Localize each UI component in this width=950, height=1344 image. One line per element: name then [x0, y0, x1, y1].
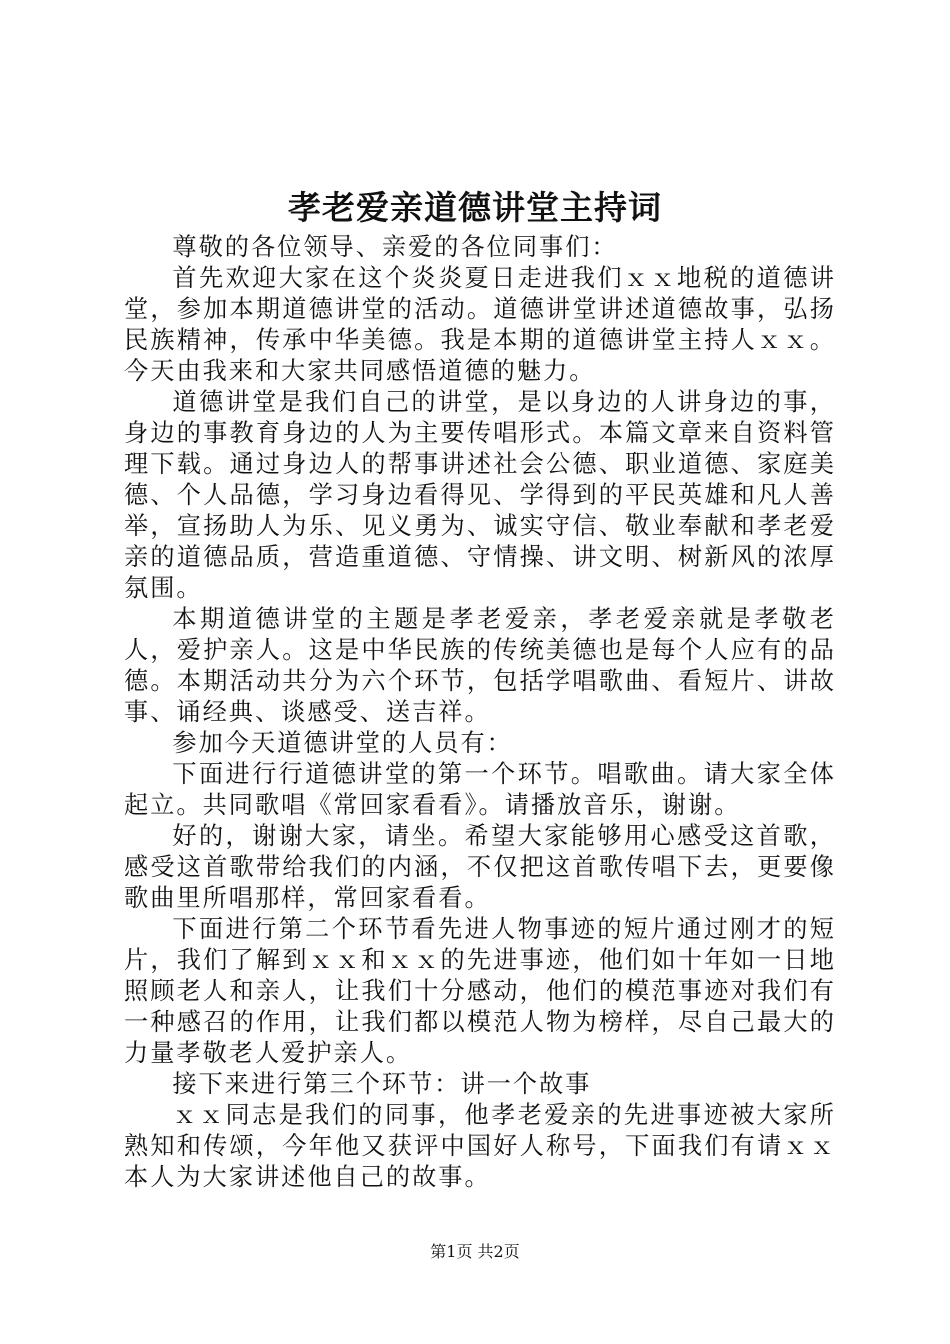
paragraph: 好的，谢谢大家，请坐。希望大家能够用心感受这首歌，感受这首歌带给我们的内涵，不仅把这首歌传唱下去，更要像歌曲里所唱那样，常回家看看。 [124, 822, 836, 912]
paragraph: ｘｘ同志是我们的同事，他孝老爱亲的先进事迹被大家所熟知和传颂，今年他又获评中国好人称号，下面我们有请ｘｘ本人为大家讲述他自己的故事。 [124, 1101, 836, 1191]
paragraph: 首先欢迎大家在这个炎炎夏日走进我们ｘｘ地税的道德讲堂，参加本期道德讲堂的活动。道德讲堂讲述道德故事，弘扬民族精神，传承中华美德。我是本期的道德讲堂主持人ｘｘ。今天由我来和大家共同感悟道德的魅力。 [124, 264, 836, 385]
paragraph: 参加今天道德讲堂的人员有： [172, 729, 513, 757]
paragraph: 道德讲堂是我们自己的讲堂，是以身边的人讲身边的事，身边的事教育身边的人为主要传唱形式。本篇文章来自资料管理下载。通过身边人的帮事讲述社会公德、职业道德、家庭美德、个人品德，学习身边看得见、学得到的平民英雄和凡人善举，宣扬助人为乐、见义勇为、诚实守信、敬业奉献和孝老爱亲的道德品质，营造重道德、守情操、讲文明、树新风的浓厚氛围。 [124, 388, 836, 602]
paragraph: 接下来进行第三个环节：讲一个故事 [172, 1070, 592, 1098]
paragraph: 下面进行第二个环节看先进人物事迹的短片通过刚才的短片，我们了解到ｘｘ和ｘｘ的先进事迹，他们如十年如一日地照顾老人和亲人，让我们十分感动，他们的模范事迹对我们有一种感召的作用，让我们都以模范人物为榜样，尽自己最大的力量孝敬老人爱护亲人。 [124, 915, 836, 1067]
paragraph-greeting: 尊敬的各位领导、亲爱的各位同事们： [172, 233, 618, 261]
document-body [124, 232, 836, 1193]
page-number-footer: 第1页 共2页 [430, 1242, 520, 1261]
paragraph: 本期道德讲堂的主题是孝老爱亲，孝老爱亲就是孝敬老人，爱护亲人。这是中华民族的传统美德也是每个人应有的品德。本期活动共分为六个环节，包括学唱歌曲、看短片、讲故事、诵经典、谈感受、送吉祥。 [124, 605, 836, 726]
paragraph: 下面进行行道德讲堂的第一个环节。唱歌曲。请大家全体起立。共同歌唱《常回家看看》。请播放音乐，谢谢。 [124, 760, 836, 819]
document-title: 孝老爱亲道德讲堂主持词 [288, 188, 662, 227]
